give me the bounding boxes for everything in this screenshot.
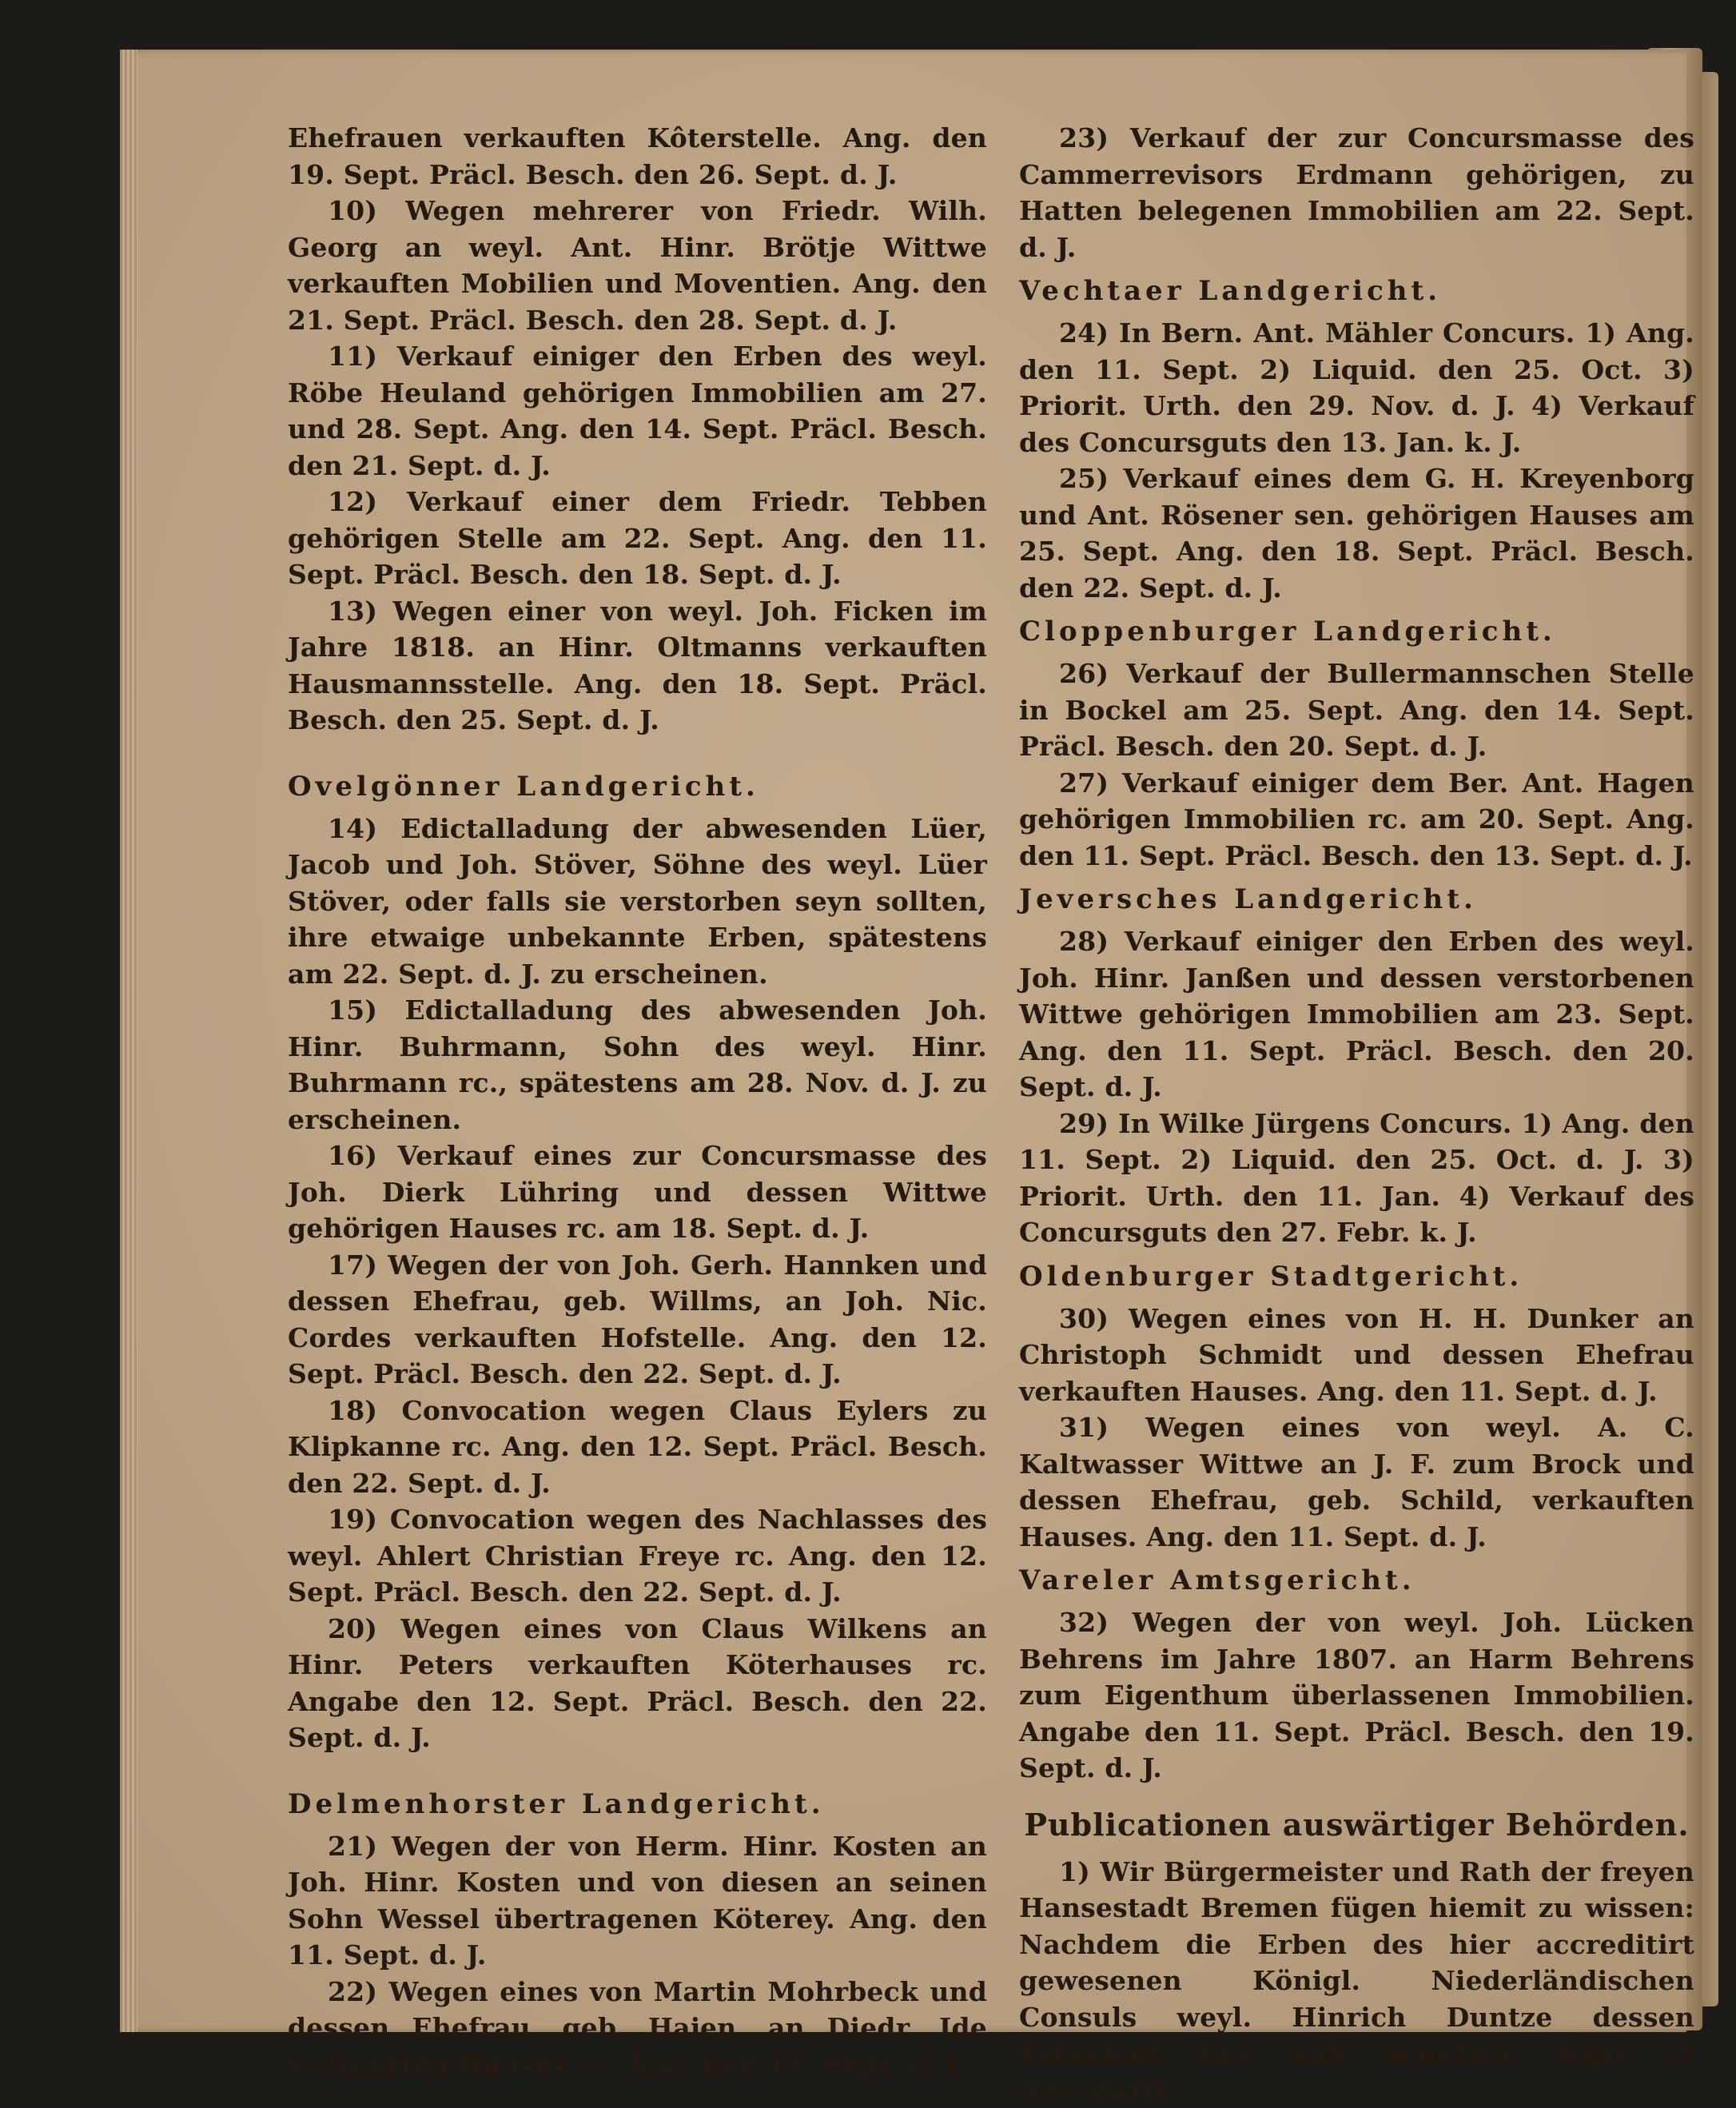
entry-25: 25) Verkauf eines dem G. H. Kreyenborg und Ant. Rösener sen. gehörigen Hauses am 25. Sept. Ang. den 18. Sept. Präcl. Besch. den 22. Sept. d. J. bbox=[1019, 460, 1694, 606]
section-heading-delmenhorst: Delmenhorster Landgericht. bbox=[288, 1783, 987, 1825]
section-heading-jever: Jeversches Landgericht. bbox=[1019, 879, 1694, 920]
entry-26: 26) Verkauf der Bullermannschen Stelle in Bockel am 25. Sept. Ang. den 14. Sept. Präcl. Besch. den 20. Sept. d. J. bbox=[1019, 656, 1694, 765]
entry-10: 10) Wegen mehrerer von Friedr. Wilh. Georg an weyl. Ant. Hinr. Brötje Wittwe verkauften Mobilien und Moventien. Ang. den 21. Sept. Präcl. Besch. den 28. Sept. d. J. bbox=[288, 193, 987, 338]
entry-19: 19) Convocation wegen des Nachlasses des weyl. Ahlert Christian Freye rc. Ang. den 12. Sept. Präcl. Besch. den 22. Sept. d. J. bbox=[288, 1501, 987, 1611]
entry-23: 23) Verkauf der zur Concursmasse des Cammerrevisors Erdmann gehörigen, zu Hatten belegenen Immobilien am 22. Sept. d. J. bbox=[1019, 120, 1694, 265]
entry-12: 12) Verkauf einer dem Friedr. Tebben gehörigen Stelle am 22. Sept. Ang. den 11. Sept. Präcl. Besch. den 18. Sept. d. J. bbox=[288, 484, 987, 593]
entry-17: 17) Wegen der von Joh. Gerh. Hannken und dessen Ehefrau, geb. Willms, an Joh. Nic. Cordes verkauften Hofstelle. Ang. den 12. Sept. Präcl. Besch. den 22. Sept. d. J. bbox=[288, 1247, 987, 1393]
publication-entry-1: 1) Wir Bürgermeister und Rath der freyen Hansestadt Bremen fügen hiemit zu wissen: Nachdem die Erben des hier accreditirt gewesenen Königl. Niederländischen Consuls weyl. Hinrich Duntze dessen Erbschaft nur sub beneficio legis et inventarii bbox=[1019, 1854, 1694, 2108]
section-heading-ovelgonne: Ovelgönner Landgericht. bbox=[288, 766, 987, 807]
entry-31: 31) Wegen eines von weyl. A. C. Kaltwasser Wittwe an J. F. zum Brock und dessen Ehefrau, geb. Schild, verkauften Hauses. Ang. den 11. Sept. d. J. bbox=[1019, 1409, 1694, 1555]
paragraph-continued: Ehefrauen verkauften Kôterstelle. Ang. den 19. Sept. Präcl. Besch. den 26. Sept. d. J. bbox=[288, 120, 987, 193]
entry-29: 29) In Wilke Jürgens Concurs. 1) Ang. den 11. Sept. 2) Liquid. den 25. Oct. d. J. 3) Priorit. Urth. den 11. Jan. 4) Verkauf des Concursguts den 27. Febr. k. J. bbox=[1019, 1106, 1694, 1251]
section-heading-publications: Publicationen auswärtiger Behörden. bbox=[1019, 1804, 1694, 1846]
left-column bbox=[288, 120, 987, 2082]
section-heading-vechta: Vechtaer Landgericht. bbox=[1019, 270, 1694, 312]
section-heading-varel: Vareler Amtsgericht. bbox=[1019, 1560, 1694, 1601]
entry-27: 27) Verkauf einiger dem Ber. Ant. Hagen gehörigen Immobilien rc. am 20. Sept. Ang. den 11. Sept. Präcl. Besch. den 13. Sept. d. J. bbox=[1019, 765, 1694, 875]
entry-22: 22) Wegen eines von Martin Mohrbeck und dessen Ehefrau, geb. Hajen, an Diedr. Ide verkauften Hauses rc. Ang. den 12. Sept. d. J. bbox=[288, 1974, 987, 2083]
entry-13: 13) Wegen einer von weyl. Joh. Ficken im Jahre 1818. an Hinr. Oltmanns verkauften Hausmannsstelle. Ang. den 18. Sept. Präcl. Besch. den 25. Sept. d. J. bbox=[288, 593, 987, 739]
page-gutter bbox=[120, 50, 137, 2032]
section-heading-cloppenburg: Cloppenburger Landgericht. bbox=[1019, 611, 1694, 652]
section-heading-oldenburg: Oldenburger Stadtgericht. bbox=[1019, 1256, 1694, 1297]
entry-28: 28) Verkauf einiger den Erben des weyl. Joh. Hinr. Janßen und dessen verstorbenen Wittwe gehörigen Immobilien am 23. Sept. Ang. den 11. Sept. Präcl. Besch. den 20. Sept. d. J. bbox=[1019, 923, 1694, 1106]
entry-24: 24) In Bern. Ant. Mähler Concurs. 1) Ang. den 11. Sept. 2) Liquid. den 25. Oct. 3) Priorit. Urth. den 29. Nov. d. J. 4) Verkauf des Concursguts den 13. Jan. k. J. bbox=[1019, 315, 1694, 460]
entry-16: 16) Verkauf eines zur Concursmasse des Joh. Dierk Lühring und dessen Wittwe gehörigen Hauses rc. am 18. Sept. d. J. bbox=[288, 1138, 987, 1247]
entry-15: 15) Edictalladung des abwesenden Joh. Hinr. Buhrmann, Sohn des weyl. Hinr. Buhrmann rc., spätestens am 28. Nov. d. J. zu erscheinen. bbox=[288, 992, 987, 1138]
entry-14: 14) Edictalladung der abwesenden Lüer, Jacob und Joh. Stöver, Söhne des weyl. Lüer Stöver, oder falls sie verstorben seyn sollten, ihre etwaige unbekannte Erben, spätestens am 22. Sept. d. J. zu erscheinen. bbox=[288, 811, 987, 993]
entry-30: 30) Wegen eines von H. H. Dunker an Christoph Schmidt und dessen Ehefrau verkauften Hauses. Ang. den 11. Sept. d. J. bbox=[1019, 1301, 1694, 1410]
entry-32: 32) Wegen der von weyl. Joh. Lücken Behrens im Jahre 1807. an Harm Behrens zum Eigenthum überlassenen Immobilien. Angabe den 11. Sept. Präcl. Besch. den 19. Sept. d. J. bbox=[1019, 1604, 1694, 1787]
entry-21: 21) Wegen der von Herm. Hinr. Kosten an Joh. Hinr. Kosten und von diesen an seinen Sohn Wessel übertragenen Köterey. Ang. den 11. Sept. d. J. bbox=[288, 1828, 987, 1974]
entry-20: 20) Wegen eines von Claus Wilkens an Hinr. Peters verkauften Köterhauses rc. Angabe den 12. Sept. Präcl. Besch. den 22. Sept. d. J. bbox=[288, 1611, 987, 1756]
right-column bbox=[1019, 120, 1694, 2108]
entry-18: 18) Convocation wegen Claus Eylers zu Klipkanne rc. Ang. den 12. Sept. Präcl. Besch. den 22. Sept. d. J. bbox=[288, 1393, 987, 1502]
entry-11: 11) Verkauf einiger den Erben des weyl. Röbe Heuland gehörigen Immobilien am 27. und 28. Sept. Ang. den 14. Sept. Präcl. Besch. den 21. Sept. d. J. bbox=[288, 338, 987, 484]
